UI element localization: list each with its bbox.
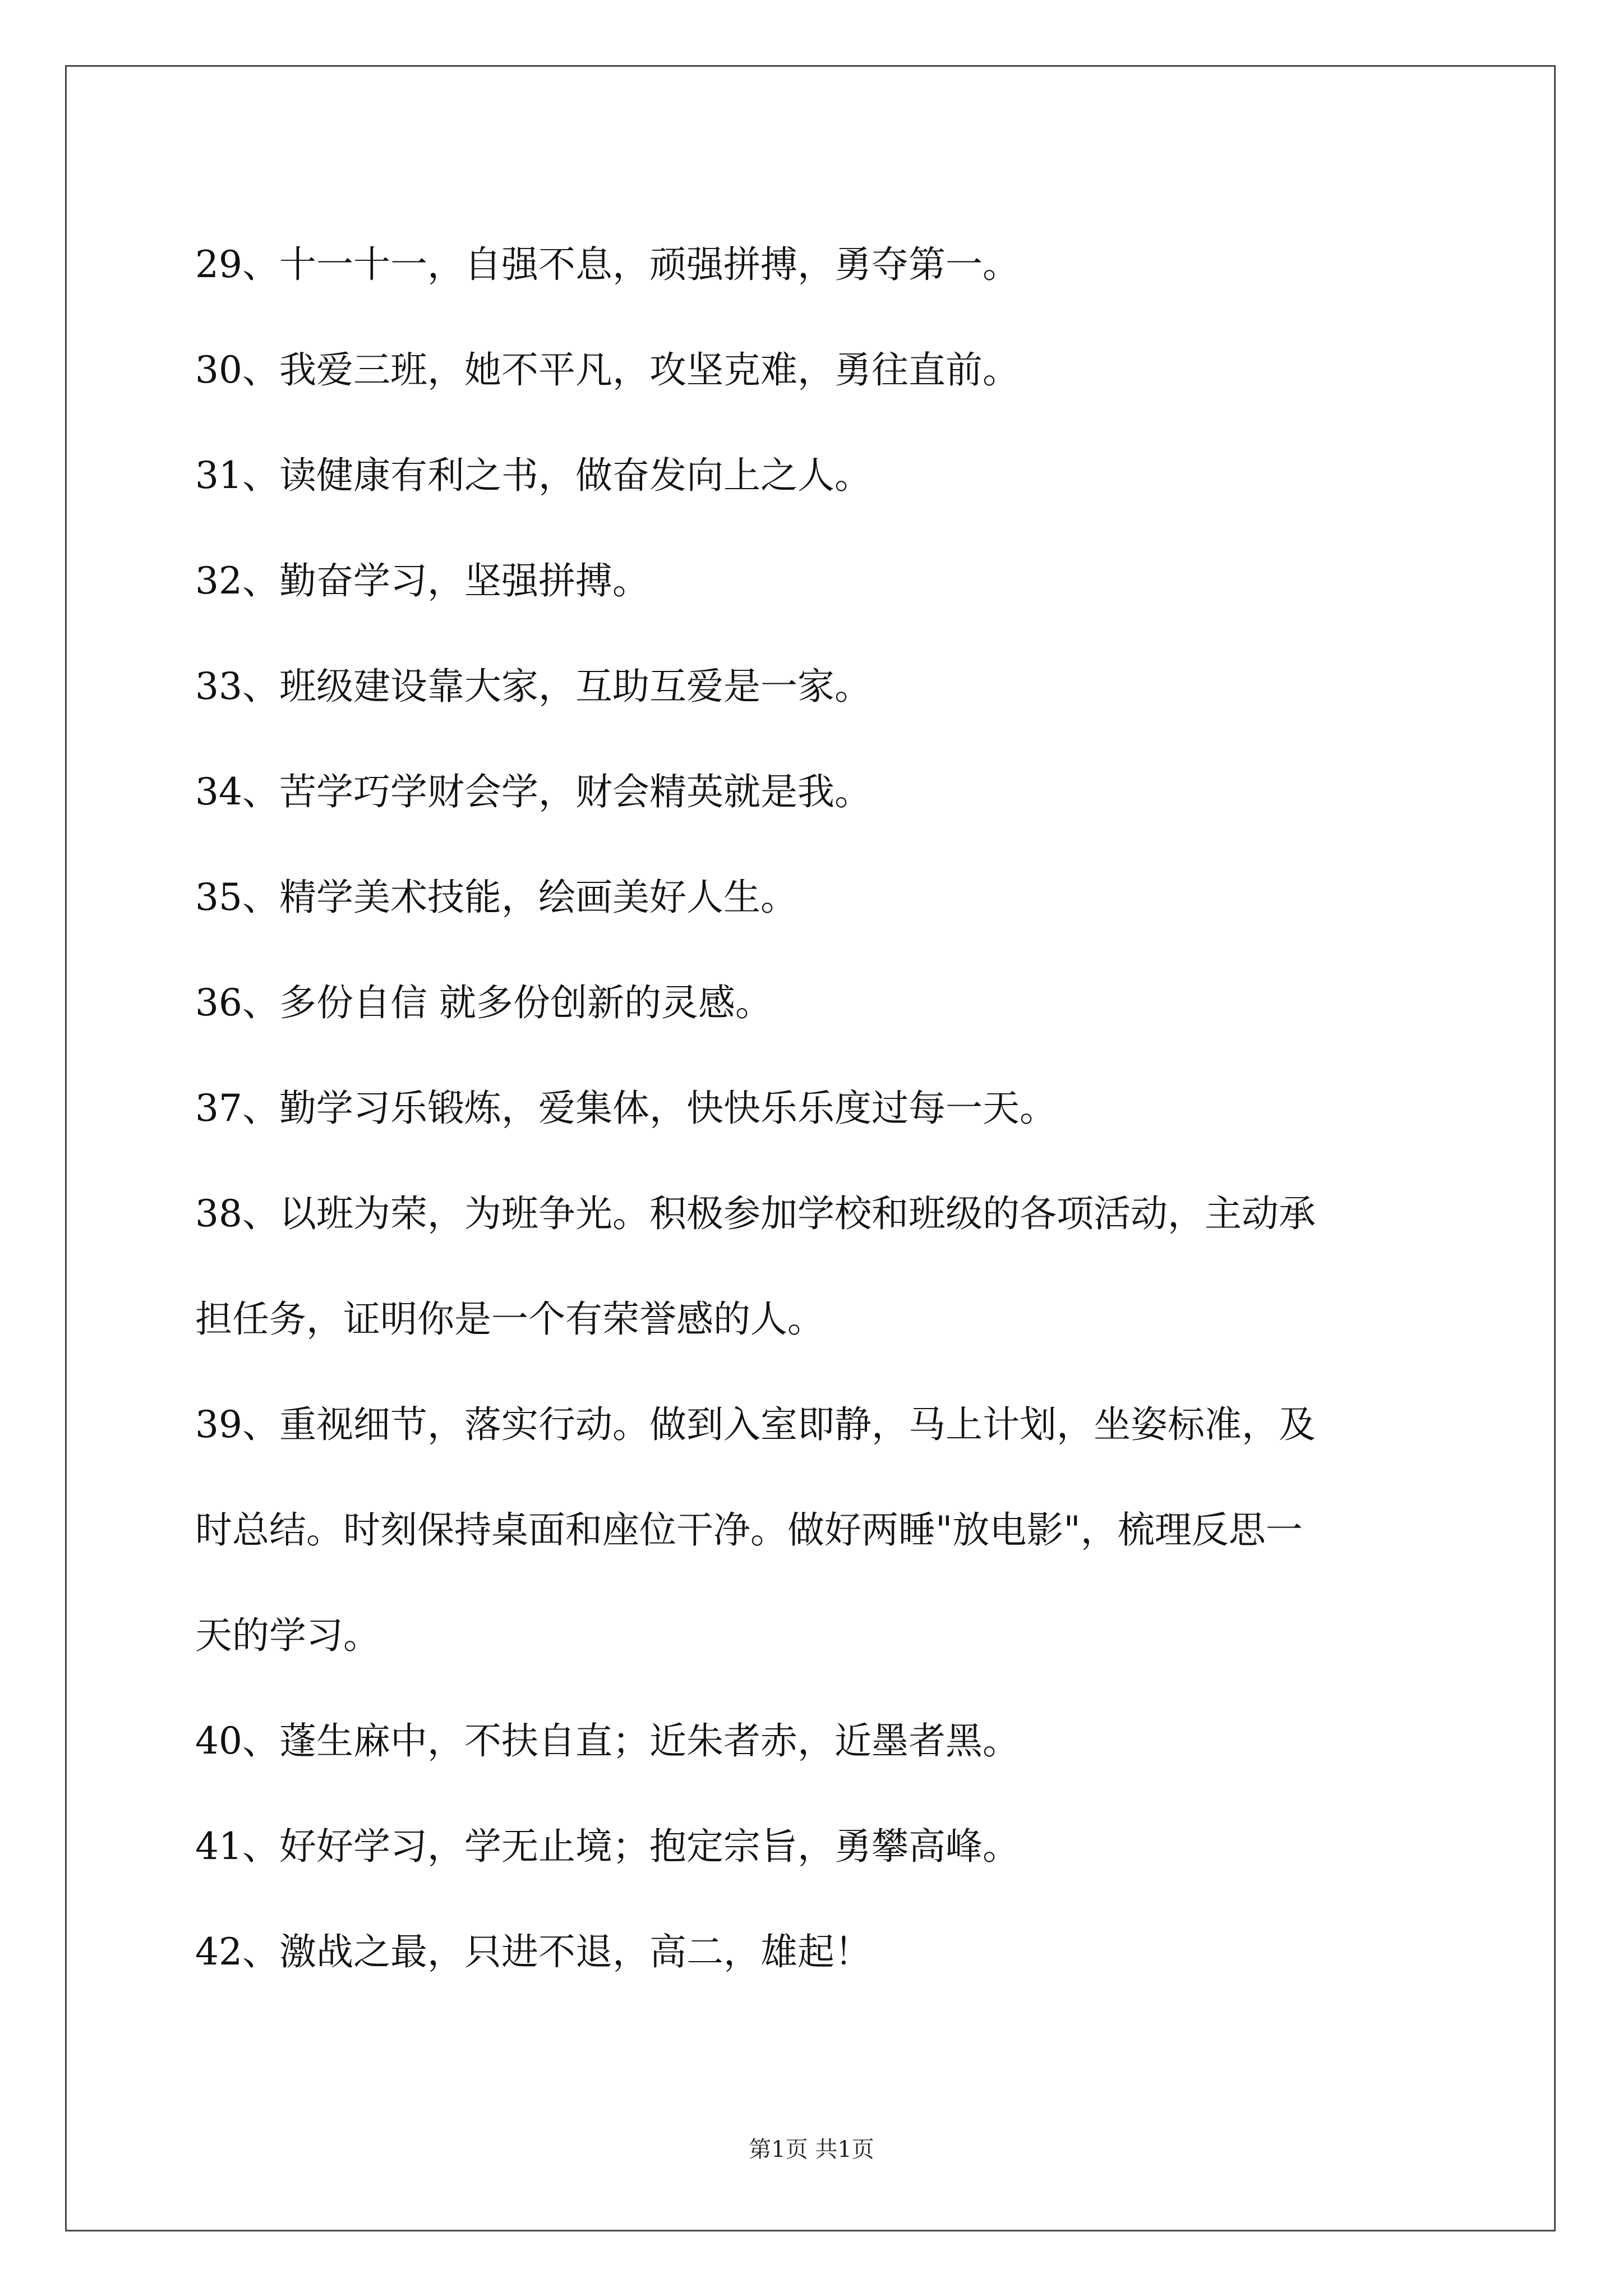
text-line: 30、我爱三班，她不平凡，攻坚克难，勇往直前。 xyxy=(195,348,1020,392)
text-line: 天的学习。 xyxy=(195,1614,380,1657)
text-line: 29、十一十一，自强不息，顽强拼搏，勇夺第一。 xyxy=(195,243,1020,286)
text-line: 担任务，证明你是一个有荣誉感的人。 xyxy=(195,1297,824,1341)
page-number-footer: 第1页 共1页 xyxy=(749,2137,874,2162)
text-line: 34、苦学巧学财会学，财会精英就是我。 xyxy=(195,770,872,813)
text-line: 33、班级建设靠大家，互助互爱是一家。 xyxy=(195,665,872,708)
text-line: 42、激战之最，只进不退，高二，雄起！ xyxy=(195,1930,872,1973)
text-line: 32、勤奋学习，坚强拼搏。 xyxy=(195,559,649,602)
text-line: 36、多份自信 就多份创新的灵感。 xyxy=(195,981,772,1024)
document-body xyxy=(195,212,1440,2005)
text-line: 时总结。时刻保持桌面和座位干净。做好两睡"放电影"，梳理反思一 xyxy=(195,1508,1303,1552)
text-line: 35、精学美术技能，绘画美好人生。 xyxy=(195,876,797,919)
text-line: 31、读健康有利之书，做奋发向上之人。 xyxy=(195,454,872,497)
text-line: 37、勤学习乐锻炼，爱集体，快快乐乐度过每一天。 xyxy=(195,1087,1057,1130)
text-line: 38、以班为荣，为班争光。积极参加学校和班级的各项活动，主动承 xyxy=(195,1192,1316,1235)
text-line: 41、好好学习，学无止境；抱定宗旨，勇攀高峰。 xyxy=(195,1825,1020,1868)
text-line: 40、蓬生麻中，不扶自直；近朱者赤，近墨者黑。 xyxy=(195,1719,1020,1763)
text-line: 39、重视细节，落实行动。做到入室即静，马上计划，坐姿标准，及 xyxy=(195,1403,1316,1446)
